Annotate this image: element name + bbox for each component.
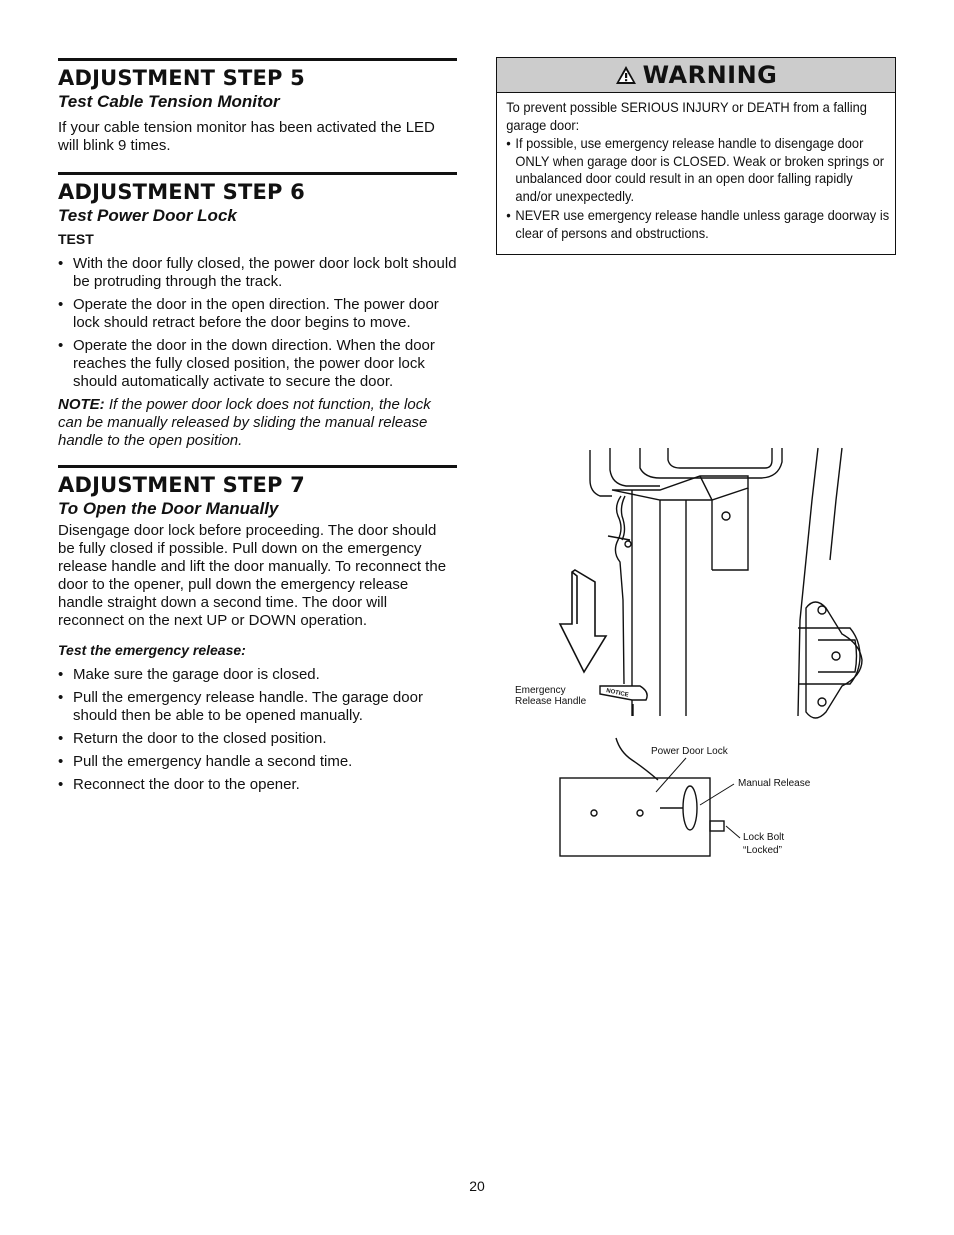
list-item: • Operate the door in the down direction. When the door reaches the fully closed position, the power door lock should automatically activate to secure the door.: [58, 337, 435, 390]
bullet-text: If possible, use emergency release handle to disengage door ONLY when garage door is CLOSED. Weak or broken springs or unbalanced door could result in an open door falling rapidly and/or unexpectedly.: [515, 135, 885, 204]
step5-subtitle: Test Cable Tension Monitor: [58, 92, 280, 111]
lock-bolt-label-line2: “Locked”: [743, 845, 782, 856]
power-door-lock-label: Power Door Lock: [651, 746, 728, 757]
list-item: • Pull the emergency handle a second time.: [58, 753, 353, 770]
bullet-text: Pull the emergency handle a second time.: [73, 753, 353, 770]
list-item: • Pull the emergency release handle. The garage door should then be able to be opened manually.: [58, 689, 423, 724]
step7-test-label: Test the emergency release:: [58, 642, 246, 658]
step7-title: ADJUSTMENT STEP 7: [58, 473, 305, 497]
bullet-text: NEVER use emergency release handle unless garage doorway is clear of persons and obstructions.: [515, 207, 890, 241]
emergency-release-handle: [600, 686, 647, 700]
bullet-text: Return the door to the closed position.: [73, 730, 327, 747]
step5-body: If your cable tension monitor has been activated the LED will blink 9 times.: [58, 119, 435, 154]
list-item: • Operate the door in the open direction. The power door lock should retract before the door begins to move.: [58, 296, 439, 331]
pull-direction-arrow: [560, 570, 606, 672]
bullet-text: With the door fully closed, the power door lock bolt should be protruding through the track.: [73, 255, 457, 290]
step6-subtitle: Test Power Door Lock: [58, 206, 237, 225]
lock-bolt-label-line1: Lock Bolt: [743, 832, 785, 843]
note-text: If the power door lock does not function, the lock can be manually released by sliding the manual release handle to the open position.: [58, 396, 431, 449]
emergency-release-label-line1: Emergency: [515, 685, 566, 696]
step7-subtitle: To Open the Door Manually: [58, 499, 279, 518]
step6-test-label: TEST: [58, 231, 94, 247]
bullet-text: Operate the door in the down direction. When the door reaches the fully closed position, the power door lock should automatically activate to secure the door.: [73, 337, 435, 390]
bullet-text: Make sure the garage door is closed.: [73, 666, 320, 683]
door-hinge-drawing: [798, 602, 862, 718]
list-item: • NEVER use emergency release handle unless garage doorway is clear of persons and obstructions.: [506, 207, 890, 241]
list-item: • Make sure the garage door is closed.: [58, 666, 320, 683]
release-rope: [608, 496, 631, 684]
bullet-text: Reconnect the door to the opener.: [73, 776, 300, 793]
list-item: • Reconnect the door to the opener.: [58, 776, 300, 793]
step5-title: ADJUSTMENT STEP 5: [58, 66, 305, 90]
page-number: 20: [469, 1178, 485, 1194]
emergency-release-label-line2: Release Handle: [515, 696, 587, 707]
list-item: • Return the door to the closed position.: [58, 730, 327, 747]
step6-title: ADJUSTMENT STEP 6: [58, 180, 305, 204]
manual-release-label: Manual Release: [738, 778, 811, 789]
warning-intro: To prevent possible SERIOUS INJURY or DEATH from a falling garage door:: [506, 99, 867, 133]
opener-rail-drawing: [590, 448, 842, 716]
list-item: • With the door fully closed, the power door lock bolt should be protruding through the track.: [58, 255, 457, 290]
note-label: NOTE:: [58, 396, 105, 413]
list-item: • If possible, use emergency release handle to disengage door ONLY when garage door is CLOSED. Weak or broken springs or unbalanced door could result in an open door falling rapidly and/or unexpectedly.: [506, 135, 885, 204]
bullet-text: Pull the emergency release handle. The garage door should then be able to be opened manually.: [73, 689, 423, 724]
warning-title: WARNING: [642, 61, 778, 89]
handle-notice-text: NOTICE: [605, 688, 630, 699]
step7-body: Disengage door lock before proceeding. The door should be fully closed if possible. Pull down on the emergency release handle and lift the door manually. To reconnect the door to the opener, pull down the emergency release handle straight down a second time. The door will reconnect on the next UP or DOWN operation.: [58, 522, 447, 629]
bullet-text: Operate the door in the open direction. The power door lock should retract before the door begins to move.: [73, 296, 439, 331]
